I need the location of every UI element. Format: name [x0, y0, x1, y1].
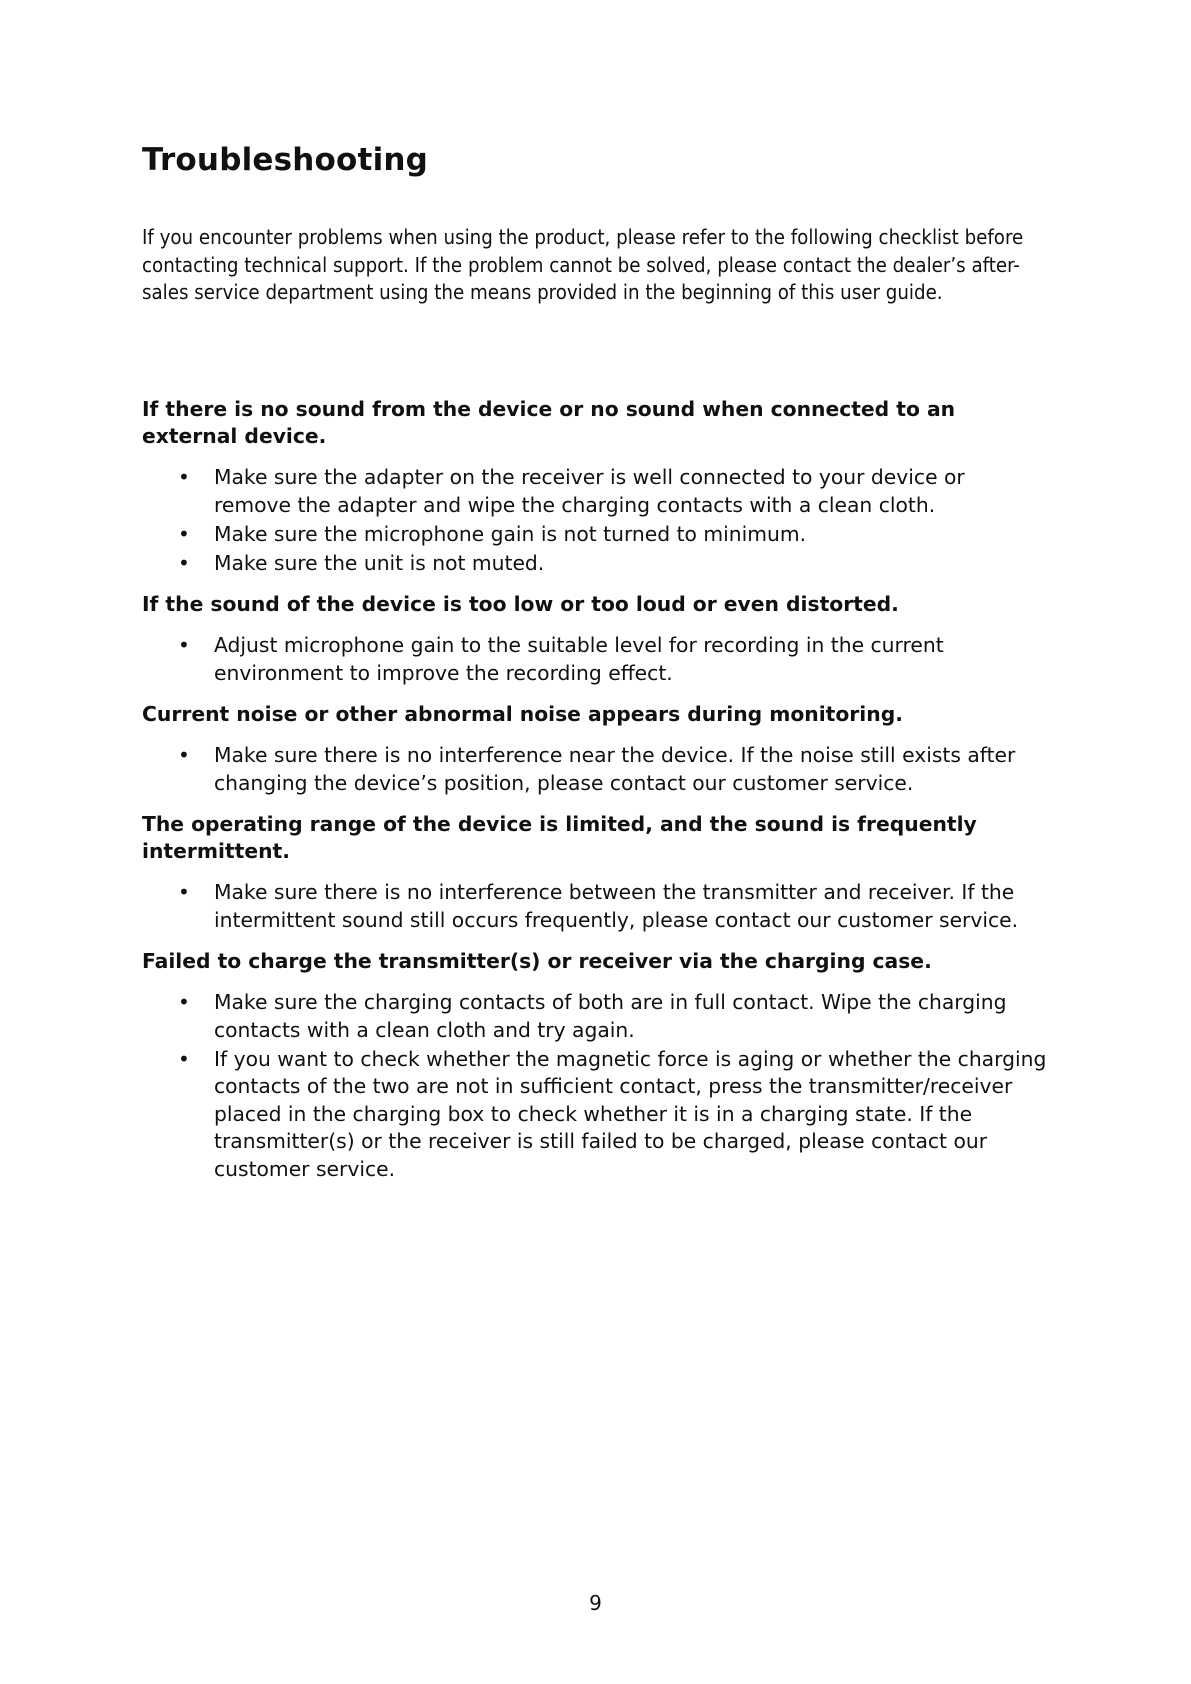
checklist — [142, 879, 1047, 934]
section-heading: If the sound of the device is too low or too loud or even distorted. — [142, 592, 899, 616]
section-heading: If there is no sound from the device or no sound when connected to an external device. — [142, 397, 956, 448]
page-title: Troubleshooting — [142, 142, 429, 178]
checklist-item-text: Make sure the adapter on the receiver is well connected to your device or remove the adapter and wipe the charging contacts with a clean cloth. — [214, 465, 965, 517]
checklist-item-text: Adjust microphone gain to the suitable level for recording in the current environment to improve the recording effect. — [214, 633, 944, 685]
bullet-icon: • — [178, 465, 190, 489]
bullet-icon: • — [178, 550, 190, 575]
checklist-item — [142, 550, 1047, 578]
section-sound-level — [142, 591, 1047, 687]
checklist-item — [142, 742, 1047, 797]
checklist-item — [142, 989, 1047, 1044]
section-range — [142, 811, 1047, 934]
checklist — [142, 632, 1047, 687]
section-heading: The operating range of the device is limited, and the sound is frequently intermittent. — [142, 812, 977, 863]
section-noise — [142, 701, 1047, 797]
checklist-item-text: Make sure there is no interference near the device. If the noise still exists after changing the device’s position, please contact our customer service. — [214, 743, 1016, 795]
bullet-icon: • — [178, 880, 190, 904]
section-heading: Current noise or other abnormal noise appears during monitoring. — [142, 702, 903, 726]
checklist-item-text: If you want to check whether the magnetic force is aging or whether the charging contacts of the two are not in sufficient contact, press the transmitter/receiver placed in the charging box to check whether it is in a charging state. If the transmitter(s) or the receiver is still failed to be charged, please contact our customer service. — [214, 1046, 1047, 1181]
checklist — [142, 989, 1047, 1183]
bullet-icon: • — [178, 990, 190, 1014]
checklist-item-text: Make sure the microphone gain is not turned to minimum. — [214, 521, 807, 546]
bullet-icon: • — [178, 743, 190, 767]
section-charging — [142, 948, 1047, 1183]
intro-paragraph: If you encounter problems when using the product, please refer to the following checklist before contacting technical support. If the problem cannot be solved, please contact the dealer’s after-sales service department using the means provided in the beginning of this user guide. — [142, 225, 1024, 304]
section-no-sound — [142, 396, 1047, 577]
page-number: 9 — [589, 1591, 602, 1615]
checklist-item — [142, 879, 1047, 934]
checklist-item — [142, 521, 1047, 549]
bullet-icon: • — [178, 521, 190, 546]
checklist-item — [142, 632, 1047, 687]
bullet-icon: • — [178, 633, 190, 657]
bullet-icon: • — [178, 1046, 190, 1071]
checklist-item — [142, 1046, 1047, 1184]
checklist-item-text: Make sure there is no interference between the transmitter and receiver. If the intermittent sound still occurs frequently, please contact our customer service. — [214, 880, 1019, 932]
checklist — [142, 742, 1047, 797]
troubleshooting-sections — [142, 396, 1047, 1197]
checklist-item-text: Make sure the charging contacts of both are in full contact. Wipe the charging contacts with a clean cloth and try again. — [214, 990, 1007, 1042]
checklist-item — [142, 464, 1047, 519]
checklist — [142, 464, 1047, 577]
section-heading: Failed to charge the transmitter(s) or receiver via the charging case. — [142, 949, 932, 973]
checklist-item-text: Make sure the unit is not muted. — [214, 550, 545, 575]
